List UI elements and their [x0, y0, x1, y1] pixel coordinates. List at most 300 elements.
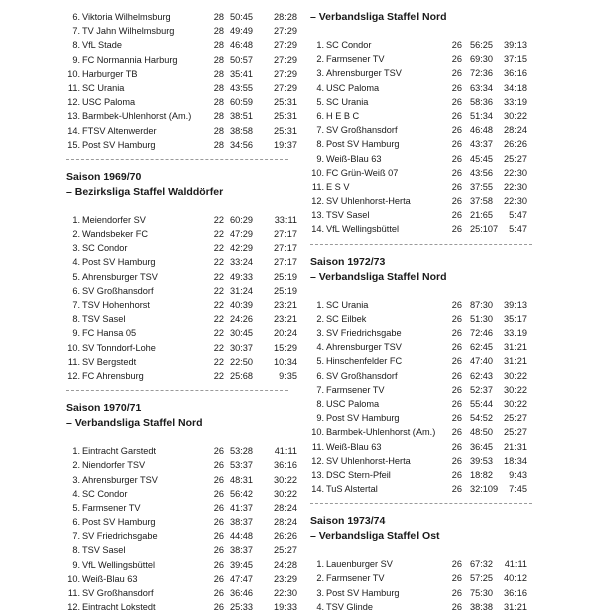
- team-name: Weiß-Blau 63: [326, 153, 382, 164]
- goal-difference: 18:82: [470, 469, 493, 480]
- team-name: Ahrensburger TSV: [82, 474, 158, 485]
- section-divider: [310, 244, 532, 245]
- games-played: 28: [213, 40, 224, 51]
- points: 15:29: [274, 342, 297, 353]
- right-seasons: [310, 10, 542, 614]
- standings-table: [310, 298, 542, 497]
- rank-cell: 9.: [72, 328, 80, 339]
- games-played: 26: [213, 573, 224, 584]
- points: 27:29: [274, 26, 297, 37]
- team-name: FC Hansa 05: [82, 328, 137, 339]
- goal-difference: 56:25: [470, 40, 493, 50]
- rank-cell: 10.: [311, 167, 324, 178]
- points: 40:12: [504, 573, 527, 584]
- points: 22:30: [504, 181, 527, 192]
- goal-difference: 45:45: [470, 153, 493, 164]
- goal-difference: 60:59: [230, 97, 253, 108]
- goal-difference: 35:41: [230, 68, 253, 79]
- rank-cell: 3.: [72, 243, 80, 254]
- games-played: 28: [213, 54, 224, 65]
- rank-cell: 14.: [311, 224, 324, 235]
- goal-difference: 57:25: [470, 573, 493, 584]
- goal-difference: 72:46: [470, 328, 493, 338]
- points: 23:29: [274, 573, 297, 584]
- table-row: [310, 208, 542, 222]
- games-played: 28: [213, 26, 224, 37]
- goal-difference: 46:48: [470, 125, 493, 136]
- goal-difference: 25:107: [470, 224, 499, 235]
- section-divider: [310, 503, 532, 504]
- rank-cell: 5.: [72, 502, 80, 513]
- games-played: 22: [213, 214, 224, 225]
- team-name: FC Normannia Harburg: [82, 54, 178, 65]
- team-name: DSC Stern-Pfeil: [326, 469, 391, 480]
- rank-cell: 7.: [316, 384, 324, 395]
- team-name: Weiß-Blau 63: [82, 573, 138, 584]
- rank-cell: 4.: [316, 82, 324, 93]
- rank-cell: 10.: [67, 68, 80, 79]
- table-row: [310, 180, 542, 194]
- table-row: [310, 411, 542, 425]
- team-name: Post SV Hamburg: [326, 139, 400, 150]
- games-played: 26: [451, 455, 462, 466]
- rank-cell: 11.: [67, 82, 80, 93]
- league-subtitle: – Verbandsliga Staffel Nord: [66, 417, 203, 430]
- league-subtitle: – Bezirksliga Staffel Walddörfer: [66, 185, 224, 198]
- table-row: [310, 194, 542, 208]
- games-played: 26: [451, 181, 462, 192]
- points: 31:21: [504, 342, 527, 353]
- table-row: [66, 501, 298, 515]
- games-played: 26: [213, 531, 224, 542]
- rank-cell: 3.: [316, 587, 324, 598]
- table-row: [310, 468, 542, 482]
- rank-cell: 5.: [316, 96, 324, 107]
- games-played: 22: [213, 314, 224, 325]
- games-played: 26: [451, 125, 462, 136]
- table-row: [310, 123, 542, 137]
- team-name: Post SV Hamburg: [326, 587, 400, 598]
- team-name: VfL Stade: [82, 40, 123, 51]
- section-divider: [66, 159, 288, 160]
- points: 36:16: [274, 460, 297, 471]
- table-row: [310, 586, 542, 600]
- season-title: Saison 1973/74: [310, 515, 386, 528]
- team-name: SC Condor: [326, 40, 372, 50]
- table-row: [66, 326, 298, 340]
- rank-cell: 12.: [67, 602, 80, 613]
- goal-difference: 33:24: [230, 257, 253, 268]
- games-played: 26: [451, 167, 462, 178]
- games-played: 22: [213, 257, 224, 268]
- team-name: Post SV Hamburg: [326, 413, 400, 424]
- points: 25:19: [274, 285, 297, 296]
- rank-cell: 1.: [72, 446, 80, 457]
- points: 24:28: [274, 559, 297, 570]
- points: 19:37: [274, 139, 297, 150]
- goal-difference: 32:109: [470, 484, 499, 495]
- games-played: 26: [451, 370, 462, 381]
- goal-difference: 38:37: [230, 545, 253, 556]
- rank-cell: 2.: [316, 54, 324, 65]
- games-played: 28: [213, 125, 224, 136]
- goal-difference: 25:33: [230, 602, 253, 613]
- team-name: Eintracht Lokstedt: [82, 602, 156, 613]
- table-row: [66, 241, 298, 255]
- rank-cell: 4.: [72, 257, 80, 268]
- table-row: [66, 369, 298, 383]
- games-played: 22: [213, 356, 224, 367]
- table-row: [310, 369, 542, 383]
- games-played: 26: [451, 601, 462, 612]
- points: 25:31: [274, 97, 297, 108]
- points: 30:22: [504, 110, 527, 121]
- team-name: USC Paloma: [82, 97, 136, 108]
- games-played: 26: [213, 588, 224, 598]
- points: 26:26: [274, 531, 297, 542]
- goal-difference: 36:45: [470, 441, 493, 452]
- points: 25:31: [274, 125, 297, 136]
- points: 7:45: [509, 484, 527, 495]
- table-row: [310, 600, 542, 614]
- team-name: Ahrensburger TSV: [326, 342, 402, 353]
- games-played: 28: [213, 68, 224, 79]
- goal-difference: 53:28: [230, 446, 253, 457]
- games-played: 26: [451, 356, 462, 367]
- points: 27:29: [274, 68, 297, 79]
- goal-difference: 30:37: [230, 342, 253, 353]
- standings-table: [310, 557, 542, 614]
- rank-cell: 3.: [316, 328, 324, 338]
- table-row: [66, 543, 298, 557]
- table-row: [66, 355, 298, 369]
- team-name: FC Ahrensburg: [82, 370, 144, 381]
- team-name: Post SV Hamburg: [82, 139, 156, 150]
- table-row: [66, 81, 298, 95]
- team-name: SV Großhansdorf: [82, 285, 154, 296]
- standings-table: [310, 38, 542, 237]
- team-name: Viktoria Wilhelmsburg: [82, 12, 171, 22]
- points: 37:15: [504, 54, 527, 65]
- points: 36:16: [504, 587, 527, 598]
- goal-difference: 24:26: [230, 314, 253, 325]
- rank-cell: 6.: [316, 110, 324, 121]
- games-played: 26: [451, 469, 462, 480]
- points: 30:22: [504, 384, 527, 395]
- games-played: 26: [451, 384, 462, 395]
- points: 34:18: [504, 82, 527, 93]
- games-played: 26: [451, 328, 462, 338]
- rank-cell: 4.: [316, 342, 324, 353]
- games-played: 26: [213, 602, 224, 613]
- table-row: [310, 137, 542, 151]
- games-played: 28: [213, 139, 224, 150]
- team-name: TSV Sasel: [82, 545, 126, 556]
- goal-difference: 36:46: [230, 588, 253, 598]
- points: 36:16: [504, 68, 527, 79]
- games-played: 26: [451, 82, 462, 93]
- team-name: USC Paloma: [326, 398, 380, 409]
- games-played: 26: [451, 139, 462, 150]
- goal-difference: 41:37: [230, 502, 253, 513]
- games-played: 26: [451, 40, 462, 50]
- table-row: [66, 515, 298, 529]
- table-row: [66, 298, 298, 312]
- table-row: [310, 354, 542, 368]
- goal-difference: 63:34: [470, 82, 493, 93]
- table-row: [310, 152, 542, 166]
- points: 18:34: [504, 455, 527, 466]
- rank-cell: 1.: [316, 299, 324, 310]
- rank-cell: 13.: [311, 210, 324, 221]
- rank-cell: 5.: [316, 356, 324, 367]
- goal-difference: 53:37: [230, 460, 253, 471]
- team-name: SV Uhlenhorst-Herta: [326, 455, 411, 466]
- goal-difference: 43:55: [230, 82, 253, 93]
- games-played: 22: [213, 285, 224, 296]
- rank-cell: 7.: [72, 26, 80, 37]
- points: 28:24: [504, 125, 527, 136]
- standings-table: [66, 444, 298, 614]
- rank-cell: 1.: [316, 559, 324, 570]
- rank-cell: 12.: [67, 370, 80, 381]
- points: 23:21: [274, 300, 297, 310]
- table-row: [310, 312, 542, 326]
- points: 26:26: [504, 139, 527, 150]
- table-row: [66, 586, 298, 600]
- table-row: [66, 473, 298, 487]
- goal-difference: 43:56: [470, 167, 493, 178]
- games-played: 26: [213, 474, 224, 485]
- games-played: 22: [213, 370, 224, 381]
- rank-cell: 11.: [67, 356, 80, 367]
- section-divider: [66, 390, 288, 391]
- team-name: TV Jahn Wilhelmsburg: [82, 26, 175, 37]
- rank-cell: 8.: [72, 314, 80, 325]
- table-row: [66, 67, 298, 81]
- goal-difference: 62:43: [470, 370, 493, 381]
- points: 25:27: [504, 413, 527, 424]
- table-row: [310, 425, 542, 439]
- points: 22:30: [504, 196, 527, 207]
- rank-cell: 7.: [72, 300, 80, 310]
- right-column: [310, 0, 542, 614]
- games-played: 26: [451, 153, 462, 164]
- rank-cell: 3.: [72, 474, 80, 485]
- team-name: VfL Wellingsbüttel: [82, 559, 156, 570]
- team-name: SV Uhlenhorst-Herta: [326, 196, 411, 207]
- points: 27:29: [274, 40, 297, 51]
- table-row: [310, 340, 542, 354]
- points: 27:29: [274, 82, 297, 93]
- points: 28:28: [274, 12, 297, 22]
- table-row: [66, 529, 298, 543]
- rank-cell: 3.: [316, 68, 324, 79]
- goal-difference: 34:56: [230, 139, 253, 150]
- rank-cell: 4.: [72, 488, 80, 499]
- team-name: TSV Sasel: [82, 314, 126, 325]
- table-row: [310, 38, 542, 52]
- games-played: 22: [213, 229, 224, 240]
- points: 9:35: [279, 370, 297, 381]
- goal-difference: 42:29: [230, 243, 253, 254]
- points: 19:33: [274, 602, 297, 613]
- team-name: H E B C: [326, 110, 360, 121]
- rank-cell: 14.: [311, 484, 324, 495]
- team-name: SC Urania: [326, 96, 369, 107]
- games-played: 22: [213, 328, 224, 339]
- team-name: USC Paloma: [326, 82, 380, 93]
- season-title: Saison 1970/71: [66, 402, 142, 415]
- team-name: Hinschenfelder FC: [326, 356, 403, 367]
- games-played: 26: [451, 398, 462, 409]
- points: 30:22: [504, 398, 527, 409]
- season-block: [310, 255, 542, 497]
- table-row: [310, 454, 542, 468]
- rank-cell: 13.: [67, 111, 80, 122]
- goal-difference: 50:45: [230, 12, 253, 22]
- games-played: 28: [213, 12, 224, 22]
- team-name: SV Großhansdorf: [326, 125, 398, 136]
- games-played: 26: [451, 342, 462, 353]
- games-played: 26: [451, 587, 462, 598]
- table-row: [66, 38, 298, 52]
- games-played: 26: [451, 559, 462, 570]
- table-row: [66, 24, 298, 38]
- rank-cell: 2.: [72, 229, 80, 240]
- points: 20:24: [274, 328, 297, 339]
- games-played: 26: [451, 484, 462, 495]
- team-name: SV Bergstedt: [82, 356, 137, 367]
- team-name: SV Friedrichsgabe: [82, 531, 158, 542]
- team-name: SV Tonndorf-Lohe: [82, 342, 156, 353]
- goal-difference: 47:47: [230, 573, 253, 584]
- points: 28:24: [274, 502, 297, 513]
- rank-cell: 10.: [67, 573, 80, 584]
- points: 25:31: [274, 111, 297, 122]
- games-played: 26: [451, 68, 462, 79]
- points: 31:21: [504, 601, 527, 612]
- games-played: 28: [213, 97, 224, 108]
- rank-cell: 9.: [316, 153, 324, 164]
- points: 25:27: [504, 153, 527, 164]
- team-name: Niendorfer TSV: [82, 460, 146, 471]
- team-name: Barmbek-Uhlenhorst (Am.): [326, 427, 436, 438]
- goal-difference: 55:44: [470, 398, 493, 409]
- games-played: 26: [451, 299, 462, 310]
- standings-table-top-continued: [66, 10, 298, 152]
- team-name: Farmsener TV: [326, 573, 385, 584]
- team-name: TSV Glinde: [326, 601, 373, 612]
- points: 41:11: [274, 446, 297, 457]
- table-row: [66, 284, 298, 298]
- goal-difference: 43:37: [470, 139, 493, 150]
- table-row: [66, 444, 298, 458]
- goal-difference: 40:39: [230, 300, 253, 310]
- rank-cell: 8.: [316, 139, 324, 150]
- team-name: TSV Hohenhorst: [82, 300, 150, 310]
- points: 27:17: [274, 229, 297, 240]
- table-row: [310, 571, 542, 585]
- table-row: [66, 227, 298, 241]
- rank-cell: 6.: [72, 517, 80, 528]
- goal-difference: 30:45: [230, 328, 253, 339]
- games-played: 22: [213, 342, 224, 353]
- goal-difference: 39:53: [470, 455, 493, 466]
- points: 30:22: [274, 474, 297, 485]
- rank-cell: 11.: [311, 181, 324, 192]
- goal-difference: 54:52: [470, 413, 493, 424]
- team-name: FTSV Altenwerder: [82, 125, 157, 136]
- points: 21:31: [504, 441, 527, 452]
- points: 31:21: [504, 356, 527, 367]
- goal-difference: 47:40: [470, 356, 493, 367]
- goal-difference: 50:57: [230, 54, 253, 65]
- team-name: Harburger TB: [82, 68, 138, 79]
- points: 27:17: [274, 243, 297, 254]
- games-played: 28: [213, 82, 224, 93]
- rank-cell: 1.: [72, 214, 80, 225]
- goal-difference: 87:30: [470, 299, 493, 310]
- rank-cell: 7.: [316, 125, 324, 136]
- points: 9:43: [509, 469, 527, 480]
- games-played: 22: [213, 300, 224, 310]
- table-row: [310, 383, 542, 397]
- table-row: [310, 95, 542, 109]
- rank-cell: 6.: [316, 370, 324, 381]
- points: 23:21: [274, 314, 297, 325]
- team-name: FC Grün-Weiß 07: [326, 167, 399, 178]
- games-played: 26: [451, 224, 462, 235]
- goal-difference: 38:51: [230, 111, 253, 122]
- rank-cell: 7.: [72, 531, 80, 542]
- rank-cell: 2.: [316, 313, 324, 324]
- team-name: SC Condor: [82, 243, 128, 254]
- goal-difference: 25:68: [230, 370, 253, 381]
- goal-difference: 52:37: [470, 384, 493, 395]
- games-played: 26: [213, 502, 224, 513]
- table-row: [310, 222, 542, 236]
- table-row: [66, 600, 298, 614]
- season-block: [310, 514, 542, 614]
- table-row: [66, 458, 298, 472]
- table-row: [66, 95, 298, 109]
- table-row: [310, 81, 542, 95]
- team-name: Meiendorfer SV: [82, 214, 146, 225]
- table-row: [66, 109, 298, 123]
- points: 22:30: [274, 588, 297, 598]
- games-played: 26: [451, 441, 462, 452]
- games-played: 26: [451, 413, 462, 424]
- points: 27:29: [274, 54, 297, 65]
- goal-difference: 37:58: [470, 196, 493, 207]
- table-row: [66, 124, 298, 138]
- rank-cell: 8.: [316, 398, 324, 409]
- points: 35:17: [504, 313, 527, 324]
- rank-cell: 1.: [316, 40, 324, 50]
- goal-difference: 38:58: [230, 125, 253, 136]
- goal-difference: 56:42: [230, 488, 253, 499]
- table-row: [310, 482, 542, 496]
- points: 27:17: [274, 257, 297, 268]
- games-played: 26: [213, 460, 224, 471]
- points: 33.19: [504, 328, 527, 338]
- rank-cell: 6.: [72, 12, 80, 22]
- season-title: Saison 1969/70: [66, 170, 142, 183]
- goal-difference: 51:30: [470, 313, 493, 324]
- table-row: [310, 397, 542, 411]
- goal-difference: 51:34: [470, 110, 493, 121]
